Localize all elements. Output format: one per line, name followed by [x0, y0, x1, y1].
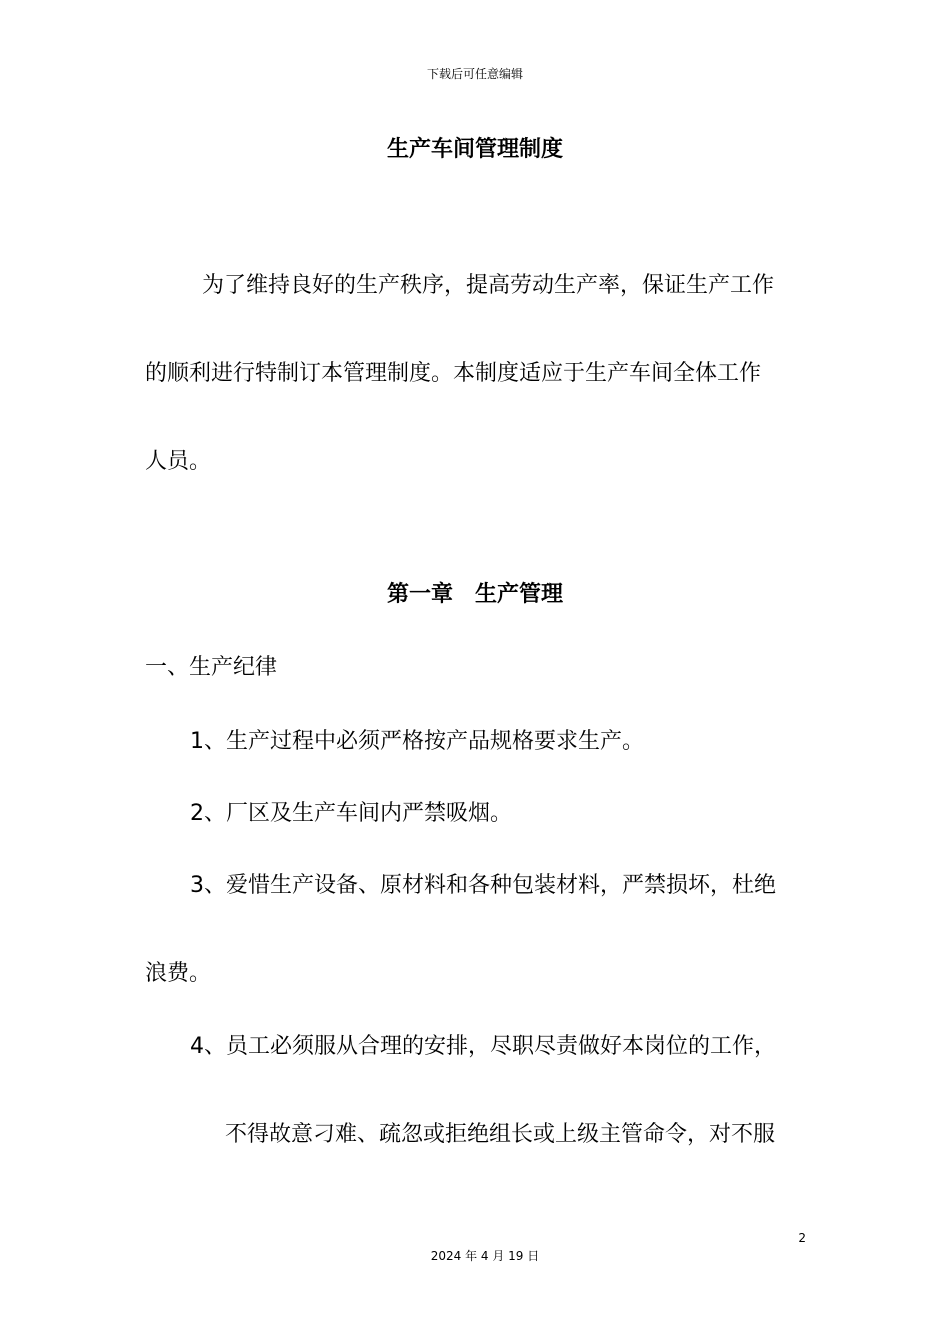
chapter-title: 第一章 生产管理 — [386, 582, 563, 607]
intro-line-1: 为了维持良好的生产秩序，提高劳动生产率，保证生产工作 — [202, 273, 775, 298]
header-note: 下载后可任意编辑 — [426, 67, 523, 81]
rule-2: 2、厂区及生产车间内严禁吸烟。 — [190, 801, 512, 826]
intro-line-3: 人员。 — [145, 449, 212, 474]
footer-date: 2024 年 4 月 19 日 — [430, 1249, 540, 1263]
document-title: 生产车间管理制度 — [386, 137, 563, 162]
page-number: 2 — [798, 1231, 806, 1245]
rule-1: 1、生产过程中必须严格按产品规格要求生产。 — [190, 729, 644, 754]
rule-3-line-2: 浪费。 — [145, 961, 212, 986]
rule-4-line-1: 4、员工必须服从合理的安排，尽职尽责做好本岗位的工作， — [190, 1034, 776, 1059]
rule-3-line-1: 3、爱惜生产设备、原材料和各种包装材料，严禁损坏，杜绝 — [190, 873, 776, 898]
section-title: 一、生产纪律 — [145, 655, 278, 680]
intro-line-2: 的顺利进行特制订本管理制度。本制度适应于生产车间全体工作 — [145, 361, 762, 386]
rule-4-line-2: 不得故意刁难、疏忽或拒绝组长或上级主管命令，对不服 — [225, 1122, 776, 1147]
